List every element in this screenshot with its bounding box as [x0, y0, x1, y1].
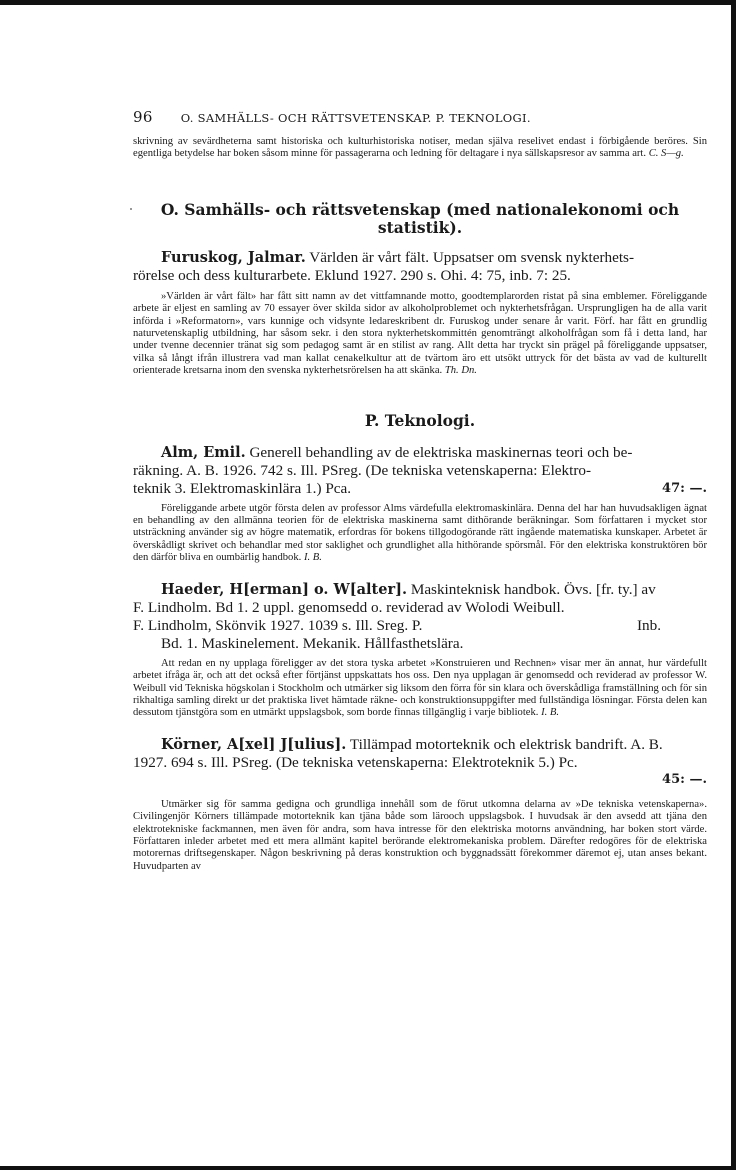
entry-heading [133, 249, 707, 267]
entry-price: 45: —. [662, 771, 707, 787]
entry-heading [133, 736, 707, 754]
section-p-heading: P. Teknologi. [364, 410, 476, 430]
entry-author: Alm, Emil. [161, 443, 246, 461]
entry-details: räkning. A. B. 1926. 742 s. Ill. PSreg. (De tekniska vetenskaperna: Elektro- [133, 461, 592, 479]
entry-haeder [133, 581, 707, 720]
entry-review: Utmärker sig för samma gedigna och grundliga innehåll som de förut utkomna delarna av »De tekniska vetenskaperna». Civilingenjör Körners tillämpade motorteknik kan tjäna både som lärooch uppslagsbok. I huvudsak är den avsedd att tjäna den elektrotekniske fackmannen, men även för andra, som hava intresse för den elektriska motorns användning, har boken stort värde. Författaren inleder arbetet med ett mera allmänt kapitel berörande elektromekaniska problem. Därefter redogöres för de elektriska motorernas driftsegenskaper. Någon beskrivning på deras konstruktion och byggnadssätt förekommer däremot ej, utan anses bekant. Huvudparten av [133, 798, 707, 872]
entry-title: Maskinteknisk handbok. Övs. [fr. ty.] av [410, 580, 656, 598]
entry-publisher: F. Lindholm, Skönvik 1927. 1039 s. Ill. Sreg. P. [133, 616, 423, 634]
entry-alm [133, 444, 707, 565]
entry-series: teknik 3. Elektromaskinlära 1.) Pca. [133, 479, 352, 497]
intro-text: skrivning av sevärdheterna samt historiska och kulturhistoriska notiser, medan själva reselivet endast i förbigående beröres. Sin egentliga betydelse har boken såsom minne för passagerarna och ledning för deltagare i nya sällskapsresor av samma art. [133, 136, 707, 160]
running-header [133, 108, 707, 126]
entry-review [133, 503, 707, 565]
entry-details-last [133, 480, 707, 498]
entry-details: rörelse och dess kulturarbete. Eklund 1927. 290 s. Ohi. 4: 75, inb. 7: 25. [133, 266, 571, 284]
entry-author: Haeder, H[erman] o. W[alter]. [161, 580, 408, 598]
review-signature: I. B. [541, 707, 560, 719]
entry-furuskog [133, 249, 707, 378]
entry-details: F. Lindholm. Bd 1. 2 uppl. genomsedd o. reviderad av Wolodi Weibull. [133, 598, 565, 616]
entry-price: 47: —. [662, 480, 707, 496]
section-o-heading [133, 201, 707, 237]
section-o-title-line2: statistik). [377, 217, 463, 237]
entry-volume: Bd. 1. Maskinelement. Mekanik. Hållfasthetslära. [161, 634, 464, 652]
entry-title: Världen är vårt fält. Uppsatser om svensk nykterhets- [309, 248, 635, 266]
entry-details-publisher [133, 617, 707, 635]
entry-title: Generell behandling av de elektriska maskinernas teori och be- [249, 443, 633, 461]
bottom-border [0, 1166, 736, 1170]
entry-review [133, 658, 707, 720]
right-border [731, 0, 736, 1170]
section-o-title-line1: O. Samhälls- och rättsvetenskap (med nationalekonomi och [160, 199, 680, 219]
document-page [133, 108, 707, 873]
entry-korner [133, 736, 707, 873]
top-border [0, 0, 736, 5]
intro-signature: C. S—g. [648, 148, 684, 160]
entry-review [133, 291, 707, 378]
entry-title: Tillämpad motorteknik och elektrisk bandrift. A. B. [349, 735, 663, 753]
review-text: Föreliggande arbete utgör första delen av professor Alms värdefulla elektromaskinlära. Denna del har han huvudsakligen ägnat en behandling av den allmänna teorien för de elektriska maskinerna samt dithörande beräkningar. Som författaren i mycket stor utsträckning använder sig av högre matematik, erfordras för bokens tillgodogörande rätt ingående matematiska kunskaper. Arbetet är överskådligt skrivet och behandlar med stor saklighet och grundlighet alla hithörande spörsmål. För den elektriska konstruktören bör den därför bliva en oumbärlig handbok. [133, 502, 707, 564]
entry-binding: Inb. [636, 616, 661, 634]
review-signature: I. B. [303, 552, 322, 564]
entry-details: 1927. 694 s. Ill. PSreg. (De tekniska vetenskaperna: Elektroteknik 5.) Pc. [133, 753, 578, 771]
entry-author: Furuskog, Jalmar. [161, 248, 306, 266]
speck [130, 208, 132, 210]
review-text: Att redan en ny upplaga föreligger av det stora tyska arbetet »Konstruieren und Rechnen» visar mer än annat, hur värdefullt arbetet ifråga är, och att det också efter förtjänst uppskattats hos oss. Den nya upplagan är genomsedd och reviderad av professor W. Weibull vid Tekniska högskolan i Stockholm och utmärker sig liksom den förra för sin klara och överskådliga framställning och för sin rikhaltiga samling direkt ur det praktiska livet hämtade räkne- och konstruktionsuppgifter med fullständiga lösningar. Första delen kan dessutom tjänstgöra som en utmärkt uppslagsbok, som borde finnas tillgänglig i varje bibliotek. [133, 657, 707, 719]
page-number: 96 [133, 108, 153, 126]
entry-heading [133, 444, 707, 462]
running-title: O. SAMHÄLLS- OCH RÄTTSVETENSKAP. P. TEKNOLOGI. [180, 111, 531, 125]
review-text: »Världen är vårt fält» har fått sitt namn av det vittfamnande motto, goodtemplarorden ristat på sina emblemer. Föreliggande arbete är eljest en samling av 70 essayer över skilda sidor av alkoholproblemet och nykterhetsfrågan. Ursprungligen ha de alla varit införda i »Reformatorn», vars kunnige och vidsynte ledareskribent dr. Furuskog under senare år varit. Förf. har fått en grundlig naturvetenskaplig utbildning, har såsom sekr. i den stora nykterhetskommittén genomträngt alkoholfrågan som få i detta land, har under tvenne decennier tränat sig som pedagog samt är en stilist av rang. Allt detta har tryckt sin prägel på föreliggande uppsatser, vilka så långt ifrån illustrera vad man kallat cenakelkultur att de tvärtom äro ett utsökt uttryck för det bästa av vad de kulturellt orienterade kretsarna inom den svenska nykterhetsrörelsen ha att skänka. [133, 290, 707, 377]
entry-heading [133, 581, 707, 599]
review-signature: Th. Dn. [444, 365, 477, 377]
entry-author: Körner, A[xel] J[ulius]. [161, 735, 347, 753]
intro-paragraph [133, 136, 707, 161]
